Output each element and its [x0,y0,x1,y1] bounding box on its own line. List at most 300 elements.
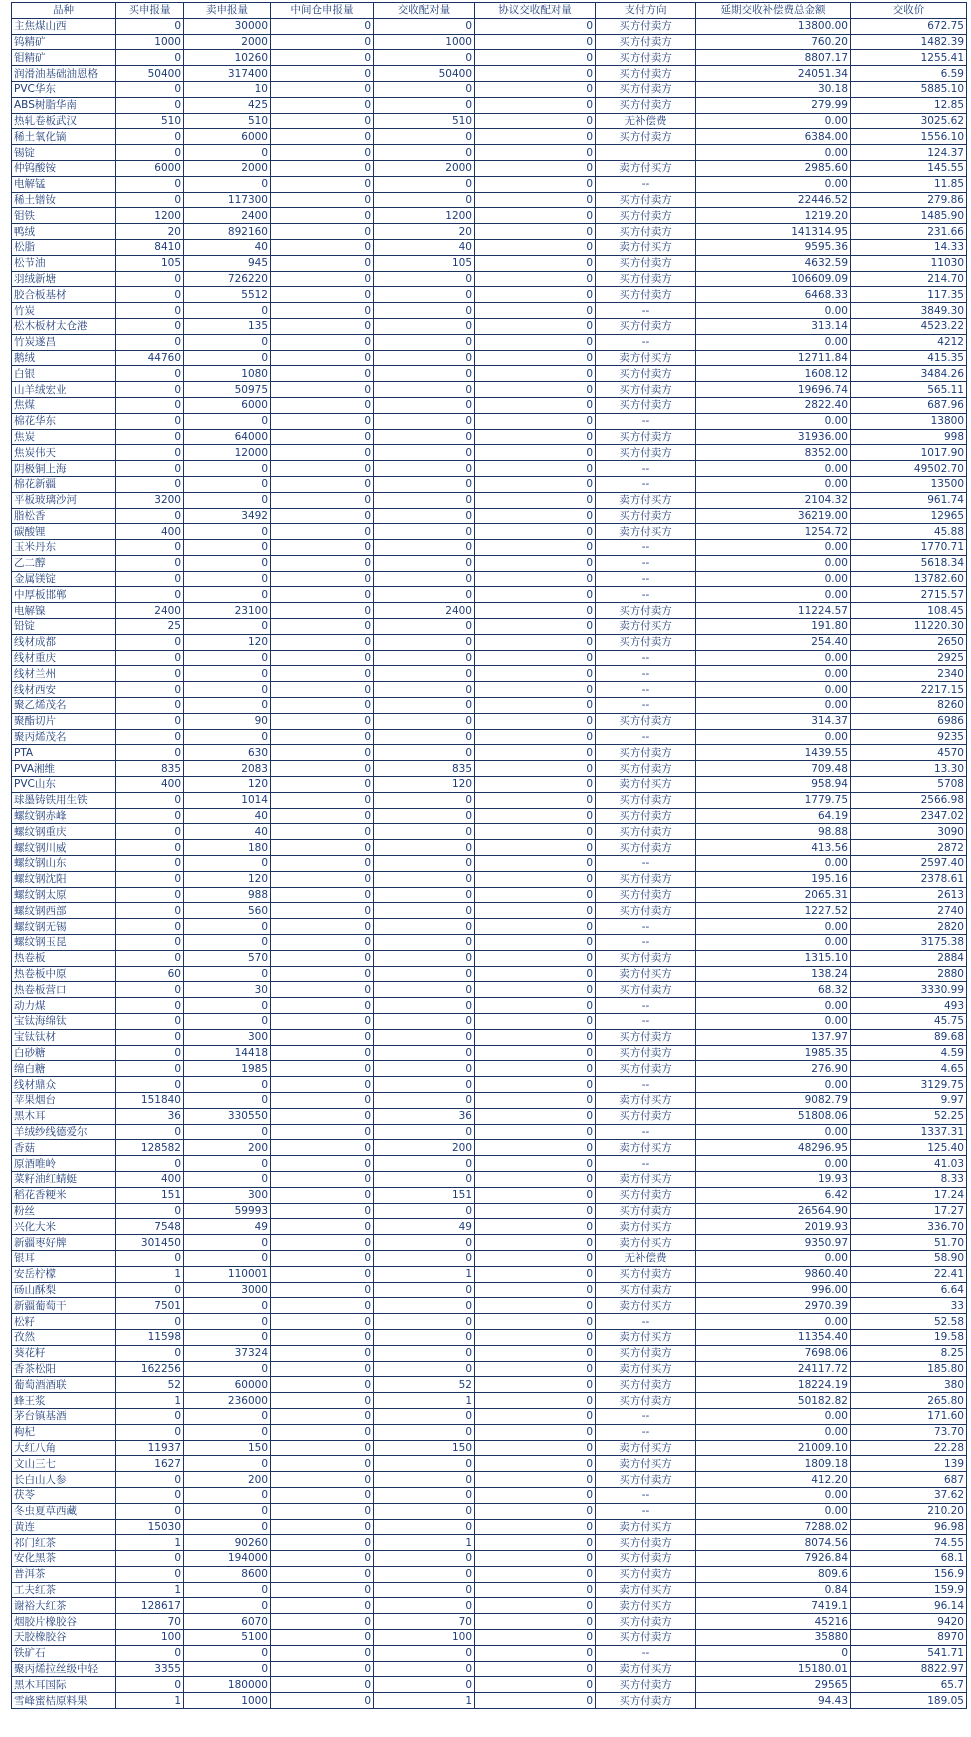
product-cell: PTA [12,745,116,761]
agreement-matched-cell: 0 [475,792,596,808]
delivery-matched-cell: 0 [374,1235,475,1251]
table-row [12,1250,967,1266]
agreement-matched-cell: 0 [475,998,596,1014]
delivery-price-cell: 3484.26 [851,366,967,382]
intermediate-declared-cell: 0 [271,1614,374,1630]
agreement-matched-cell: 0 [475,1361,596,1377]
buy-declared-cell: 0 [116,824,184,840]
delivery-matched-cell: 0 [374,1424,475,1440]
payment-direction-cell: 买方付卖方 [596,382,696,398]
payment-direction-cell: 买方付卖方 [596,1630,696,1646]
table-row [12,1693,967,1709]
table-row [12,1361,967,1377]
delivery-matched-cell: 0 [374,713,475,729]
delivery-price-cell: 96.14 [851,1598,967,1614]
buy-declared-cell: 2400 [116,603,184,619]
delivery-matched-cell: 0 [374,81,475,97]
intermediate-declared-cell: 0 [271,1645,374,1661]
buy-declared-cell: 60 [116,966,184,982]
delivery-price-cell: 14.33 [851,239,967,255]
agreement-matched-cell: 0 [475,903,596,919]
sell-declared-cell: 510 [184,113,271,129]
intermediate-declared-cell: 0 [271,350,374,366]
product-cell: 天胶橡胶谷 [12,1630,116,1646]
table-row [12,1108,967,1124]
delivery-price-cell: 1255.41 [851,50,967,66]
table-row [12,1440,967,1456]
deferred-compensation-cell: 50182.82 [696,1393,851,1409]
table-row [12,1061,967,1077]
deferred-compensation-cell: 141314.95 [696,224,851,240]
payment-direction-cell: -- [596,919,696,935]
agreement-matched-cell: 0 [475,1456,596,1472]
buy-declared-cell: 0 [116,555,184,571]
product-cell: 稻花香粳米 [12,1187,116,1203]
intermediate-declared-cell: 0 [271,1203,374,1219]
delivery-price-cell: 1556.10 [851,129,967,145]
intermediate-declared-cell: 0 [271,1298,374,1314]
product-cell: 竹炭遂昌 [12,334,116,350]
delivery-matched-cell: 0 [374,176,475,192]
sell-declared-cell: 0 [184,1408,271,1424]
sell-declared-cell: 0 [184,1092,271,1108]
delivery-matched-cell: 0 [374,397,475,413]
product-cell: 烟胶片橡胶谷 [12,1614,116,1630]
intermediate-declared-cell: 0 [271,698,374,714]
intermediate-declared-cell: 0 [271,761,374,777]
intermediate-declared-cell: 0 [271,224,374,240]
buy-declared-cell: 1 [116,1393,184,1409]
agreement-matched-cell: 0 [475,255,596,271]
intermediate-declared-cell: 0 [271,792,374,808]
buy-declared-cell: 3355 [116,1661,184,1677]
buy-declared-cell: 0 [116,887,184,903]
buy-declared-cell: 0 [116,682,184,698]
delivery-matched-cell: 0 [374,1487,475,1503]
table-row [12,113,967,129]
sell-declared-cell: 14418 [184,1045,271,1061]
intermediate-declared-cell: 0 [271,1598,374,1614]
product-cell: 文山三七 [12,1456,116,1472]
intermediate-declared-cell: 0 [271,1187,374,1203]
table-row [12,1219,967,1235]
product-cell: 中厚板邯郸 [12,587,116,603]
agreement-matched-cell: 0 [475,1077,596,1093]
delivery-matched-cell: 0 [374,950,475,966]
buy-declared-cell: 1 [116,1582,184,1598]
buy-declared-cell: 0 [116,81,184,97]
deferred-compensation-cell: 0.00 [696,303,851,319]
delivery-matched-cell: 0 [374,634,475,650]
buy-declared-cell: 400 [116,524,184,540]
payment-direction-cell: -- [596,476,696,492]
sell-declared-cell: 59993 [184,1203,271,1219]
product-cell: 螺纹钢玉昆 [12,935,116,951]
intermediate-declared-cell: 0 [271,919,374,935]
sell-declared-cell: 317400 [184,66,271,82]
payment-direction-cell: 卖方付买方 [596,1440,696,1456]
agreement-matched-cell: 0 [475,571,596,587]
table-row [12,318,967,334]
buy-declared-cell: 151840 [116,1092,184,1108]
sell-declared-cell: 40 [184,239,271,255]
intermediate-declared-cell: 0 [271,903,374,919]
product-cell: 香茶松阳 [12,1361,116,1377]
buy-declared-cell: 1 [116,1266,184,1282]
product-cell: 香菇 [12,1140,116,1156]
sell-declared-cell: 64000 [184,429,271,445]
table-row [12,429,967,445]
deferred-compensation-cell: 12711.84 [696,350,851,366]
table-row [12,808,967,824]
payment-direction-cell: -- [596,587,696,603]
deferred-compensation-cell: 6468.33 [696,287,851,303]
delivery-price-cell: 380 [851,1377,967,1393]
sell-declared-cell: 120 [184,777,271,793]
intermediate-declared-cell: 0 [271,887,374,903]
delivery-price-cell: 9.97 [851,1092,967,1108]
table-row [12,160,967,176]
delivery-matched-cell: 0 [374,1250,475,1266]
product-cell: 棉花新疆 [12,476,116,492]
sell-declared-cell: 2083 [184,761,271,777]
sell-declared-cell: 726220 [184,271,271,287]
product-cell: 焦煤 [12,397,116,413]
delivery-matched-cell: 0 [374,50,475,66]
sell-declared-cell: 3492 [184,508,271,524]
delivery-price-cell: 12.85 [851,97,967,113]
delivery-matched-cell: 1000 [374,34,475,50]
delivery-price-cell: 22.41 [851,1266,967,1282]
buy-declared-cell: 0 [116,950,184,966]
delivery-price-cell: 3025.62 [851,113,967,129]
intermediate-declared-cell: 0 [271,1377,374,1393]
table-row [12,1566,967,1582]
sell-declared-cell: 0 [184,682,271,698]
agreement-matched-cell: 0 [475,587,596,603]
deferred-compensation-cell: 31936.00 [696,429,851,445]
deferred-compensation-cell: 0.00 [696,145,851,161]
agreement-matched-cell: 0 [475,1140,596,1156]
intermediate-declared-cell: 0 [271,66,374,82]
buy-declared-cell: 0 [116,1250,184,1266]
delivery-price-cell: 52.58 [851,1314,967,1330]
delivery-price-cell: 4.65 [851,1061,967,1077]
buy-declared-cell: 0 [116,50,184,66]
delivery-price-cell: 5618.34 [851,555,967,571]
delivery-matched-cell: 0 [374,1156,475,1172]
buy-declared-cell: 0 [116,1345,184,1361]
agreement-matched-cell: 0 [475,682,596,698]
delivery-price-cell: 171.60 [851,1408,967,1424]
table-row [12,887,967,903]
table-row [12,698,967,714]
agreement-matched-cell: 0 [475,1266,596,1282]
sell-declared-cell: 194000 [184,1551,271,1567]
intermediate-declared-cell: 0 [271,176,374,192]
payment-direction-cell: -- [596,540,696,556]
buy-declared-cell: 0 [116,397,184,413]
product-cell: 兴化大米 [12,1219,116,1235]
payment-direction-cell: 买方付卖方 [596,824,696,840]
intermediate-declared-cell: 0 [271,1108,374,1124]
deferred-compensation-cell: 0.00 [696,1487,851,1503]
product-cell: 铁矿石 [12,1645,116,1661]
table-row [12,1551,967,1567]
delivery-price-cell: 672.75 [851,18,967,34]
delivery-matched-cell: 0 [374,1551,475,1567]
agreement-matched-cell: 0 [475,840,596,856]
delivery-price-cell: 17.27 [851,1203,967,1219]
delivery-matched-cell: 2400 [374,603,475,619]
product-cell: 线材西安 [12,682,116,698]
buy-declared-cell: 70 [116,1614,184,1630]
delivery-matched-cell: 0 [374,366,475,382]
agreement-matched-cell: 0 [475,1329,596,1345]
buy-declared-cell: 0 [116,1314,184,1330]
buy-declared-cell: 0 [116,271,184,287]
sell-declared-cell: 0 [184,1661,271,1677]
table-row [12,713,967,729]
agreement-matched-cell: 0 [475,619,596,635]
delivery-price-cell: 68.1 [851,1551,967,1567]
delivery-matched-cell: 0 [374,1566,475,1582]
buy-declared-cell: 7501 [116,1298,184,1314]
payment-direction-cell: -- [596,571,696,587]
deferred-compensation-cell: 0.00 [696,666,851,682]
agreement-matched-cell: 0 [475,919,596,935]
agreement-matched-cell: 0 [475,1408,596,1424]
delivery-matched-cell: 0 [374,1171,475,1187]
delivery-price-cell: 2820 [851,919,967,935]
product-cell: 螺纹钢重庆 [12,824,116,840]
table-row [12,1645,967,1661]
delivery-matched-cell: 200 [374,1140,475,1156]
product-cell: 平板玻璃沙河 [12,492,116,508]
payment-direction-cell: 买方付卖方 [596,318,696,334]
sell-declared-cell: 0 [184,461,271,477]
delivery-price-cell: 139 [851,1456,967,1472]
product-cell: 鹅绒 [12,350,116,366]
agreement-matched-cell: 0 [475,982,596,998]
delivery-matched-cell: 0 [374,1124,475,1140]
intermediate-declared-cell: 0 [271,476,374,492]
table-row [12,1266,967,1282]
delivery-price-cell: 4212 [851,334,967,350]
deferred-compensation-cell: 11224.57 [696,603,851,619]
buy-declared-cell: 0 [116,382,184,398]
agreement-matched-cell: 0 [475,461,596,477]
deferred-compensation-cell: 18224.19 [696,1377,851,1393]
sell-declared-cell: 0 [184,1424,271,1440]
table-row [12,1456,967,1472]
delivery-price-cell: 687.96 [851,397,967,413]
agreement-matched-cell: 0 [475,1440,596,1456]
payment-direction-cell: -- [596,935,696,951]
delivery-matched-cell: 49 [374,1219,475,1235]
product-cell: 铅锭 [12,619,116,635]
agreement-matched-cell: 0 [475,1203,596,1219]
table-row [12,1345,967,1361]
deferred-compensation-cell: 29565 [696,1677,851,1693]
intermediate-declared-cell: 0 [271,745,374,761]
table-row [12,1377,967,1393]
delivery-price-cell: 3175.38 [851,935,967,951]
product-cell: 胶合板基材 [12,287,116,303]
agreement-matched-cell: 0 [475,1235,596,1251]
delivery-price-cell: 37.62 [851,1487,967,1503]
sell-declared-cell: 2000 [184,160,271,176]
agreement-matched-cell: 0 [475,192,596,208]
delivery-price-cell: 13.30 [851,761,967,777]
product-cell: 银耳 [12,1250,116,1266]
deferred-compensation-cell: 64.19 [696,808,851,824]
product-cell: 松木板材太仓港 [12,318,116,334]
payment-direction-cell: 卖方付买方 [596,1092,696,1108]
intermediate-declared-cell: 0 [271,603,374,619]
deferred-compensation-cell: 15180.01 [696,1661,851,1677]
payment-direction-cell: -- [596,666,696,682]
buy-declared-cell: 0 [116,998,184,1014]
payment-direction-cell: 买方付卖方 [596,1551,696,1567]
agreement-matched-cell: 0 [475,540,596,556]
intermediate-declared-cell: 0 [271,1014,374,1030]
deferred-compensation-cell: 2104.32 [696,492,851,508]
intermediate-declared-cell: 0 [271,1235,374,1251]
sell-declared-cell: 0 [184,1314,271,1330]
table-row [12,97,967,113]
delivery-price-cell: 3849.30 [851,303,967,319]
delivery-matched-cell: 0 [374,1598,475,1614]
sell-declared-cell: 0 [184,350,271,366]
deferred-compensation-cell: 1779.75 [696,792,851,808]
buy-declared-cell: 510 [116,113,184,129]
sell-declared-cell: 0 [184,650,271,666]
payment-direction-cell: 卖方付买方 [596,1456,696,1472]
agreement-matched-cell: 0 [475,1614,596,1630]
table-row [12,145,967,161]
delivery-matched-cell: 0 [374,650,475,666]
deferred-compensation-cell: 0.00 [696,1156,851,1172]
intermediate-declared-cell: 0 [271,1314,374,1330]
table-row [12,1393,967,1409]
product-cell: 螺纹钢沈阳 [12,871,116,887]
delivery-price-cell: 2347.02 [851,808,967,824]
payment-direction-cell: 卖方付买方 [596,1298,696,1314]
agreement-matched-cell: 0 [475,508,596,524]
table-row [12,1124,967,1140]
sell-declared-cell: 6070 [184,1614,271,1630]
product-cell: 钼铁 [12,208,116,224]
payment-direction-cell: 买方付卖方 [596,1203,696,1219]
header-intermediate-declared: 中间仓申报量 [271,3,374,19]
payment-direction-cell: 买方付卖方 [596,1029,696,1045]
product-cell: 竹炭 [12,303,116,319]
delivery-matched-cell: 0 [374,1282,475,1298]
sell-declared-cell: 0 [184,176,271,192]
header-delivery-price: 交收价 [851,3,967,19]
deferred-compensation-cell: 9860.40 [696,1266,851,1282]
delivery-price-cell: 22.28 [851,1440,967,1456]
agreement-matched-cell: 0 [475,808,596,824]
deferred-compensation-cell: 0.00 [696,856,851,872]
deferred-compensation-cell: 2065.31 [696,887,851,903]
agreement-matched-cell: 0 [475,397,596,413]
deferred-compensation-cell: 314.37 [696,713,851,729]
payment-direction-cell: 买方付卖方 [596,224,696,240]
deferred-compensation-cell: 0 [696,1645,851,1661]
product-cell: 宝钛海绵钛 [12,1014,116,1030]
table-row [12,982,967,998]
agreement-matched-cell: 0 [475,634,596,650]
delivery-price-cell: 6986 [851,713,967,729]
buy-declared-cell: 151 [116,1187,184,1203]
delivery-price-cell: 51.70 [851,1235,967,1251]
delivery-matched-cell: 1 [374,1535,475,1551]
product-cell: 绵白糖 [12,1061,116,1077]
agreement-matched-cell: 0 [475,303,596,319]
sell-declared-cell: 0 [184,1235,271,1251]
payment-direction-cell: 卖方付买方 [596,777,696,793]
intermediate-declared-cell: 0 [271,935,374,951]
delivery-price-cell: 6.64 [851,1282,967,1298]
delivery-price-cell: 11030 [851,255,967,271]
product-cell: 仲钨酸铵 [12,160,116,176]
table-row [12,461,967,477]
sell-declared-cell: 0 [184,555,271,571]
sell-declared-cell: 0 [184,1503,271,1519]
payment-direction-cell: 买方付卖方 [596,66,696,82]
buy-declared-cell: 128617 [116,1598,184,1614]
deferred-compensation-cell: 958.94 [696,777,851,793]
delivery-matched-cell: 0 [374,1203,475,1219]
agreement-matched-cell: 0 [475,1393,596,1409]
payment-direction-cell: 买方付卖方 [596,97,696,113]
product-cell: 螺纹钢川威 [12,840,116,856]
sell-declared-cell: 0 [184,145,271,161]
delivery-price-cell: 2884 [851,950,967,966]
product-cell: 主焦煤山西 [12,18,116,34]
delivery-price-cell: 565.11 [851,382,967,398]
sell-declared-cell: 0 [184,856,271,872]
delivery-price-cell: 8.25 [851,1345,967,1361]
buy-declared-cell: 36 [116,1108,184,1124]
deferred-compensation-cell: 8074.56 [696,1535,851,1551]
delivery-matched-cell: 70 [374,1614,475,1630]
product-cell: 钨精矿 [12,34,116,50]
payment-direction-cell: 卖方付买方 [596,1361,696,1377]
delivery-price-cell: 5708 [851,777,967,793]
delivery-matched-cell: 0 [374,18,475,34]
delivery-price-cell: 214.70 [851,271,967,287]
delivery-price-cell: 1337.31 [851,1124,967,1140]
table-row [12,1029,967,1045]
delivery-price-cell: 108.45 [851,603,967,619]
delivery-price-cell: 336.70 [851,1219,967,1235]
table-row [12,571,967,587]
payment-direction-cell: 买方付卖方 [596,1266,696,1282]
intermediate-declared-cell: 0 [271,1329,374,1345]
payment-direction-cell: 卖方付买方 [596,1582,696,1598]
sell-declared-cell: 0 [184,1598,271,1614]
delivery-matched-cell: 52 [374,1377,475,1393]
payment-direction-cell: -- [596,729,696,745]
delivery-price-cell: 8260 [851,698,967,714]
payment-direction-cell: 买方付卖方 [596,1108,696,1124]
payment-direction-cell: -- [596,461,696,477]
agreement-matched-cell: 0 [475,1092,596,1108]
delivery-price-cell: 145.55 [851,160,967,176]
